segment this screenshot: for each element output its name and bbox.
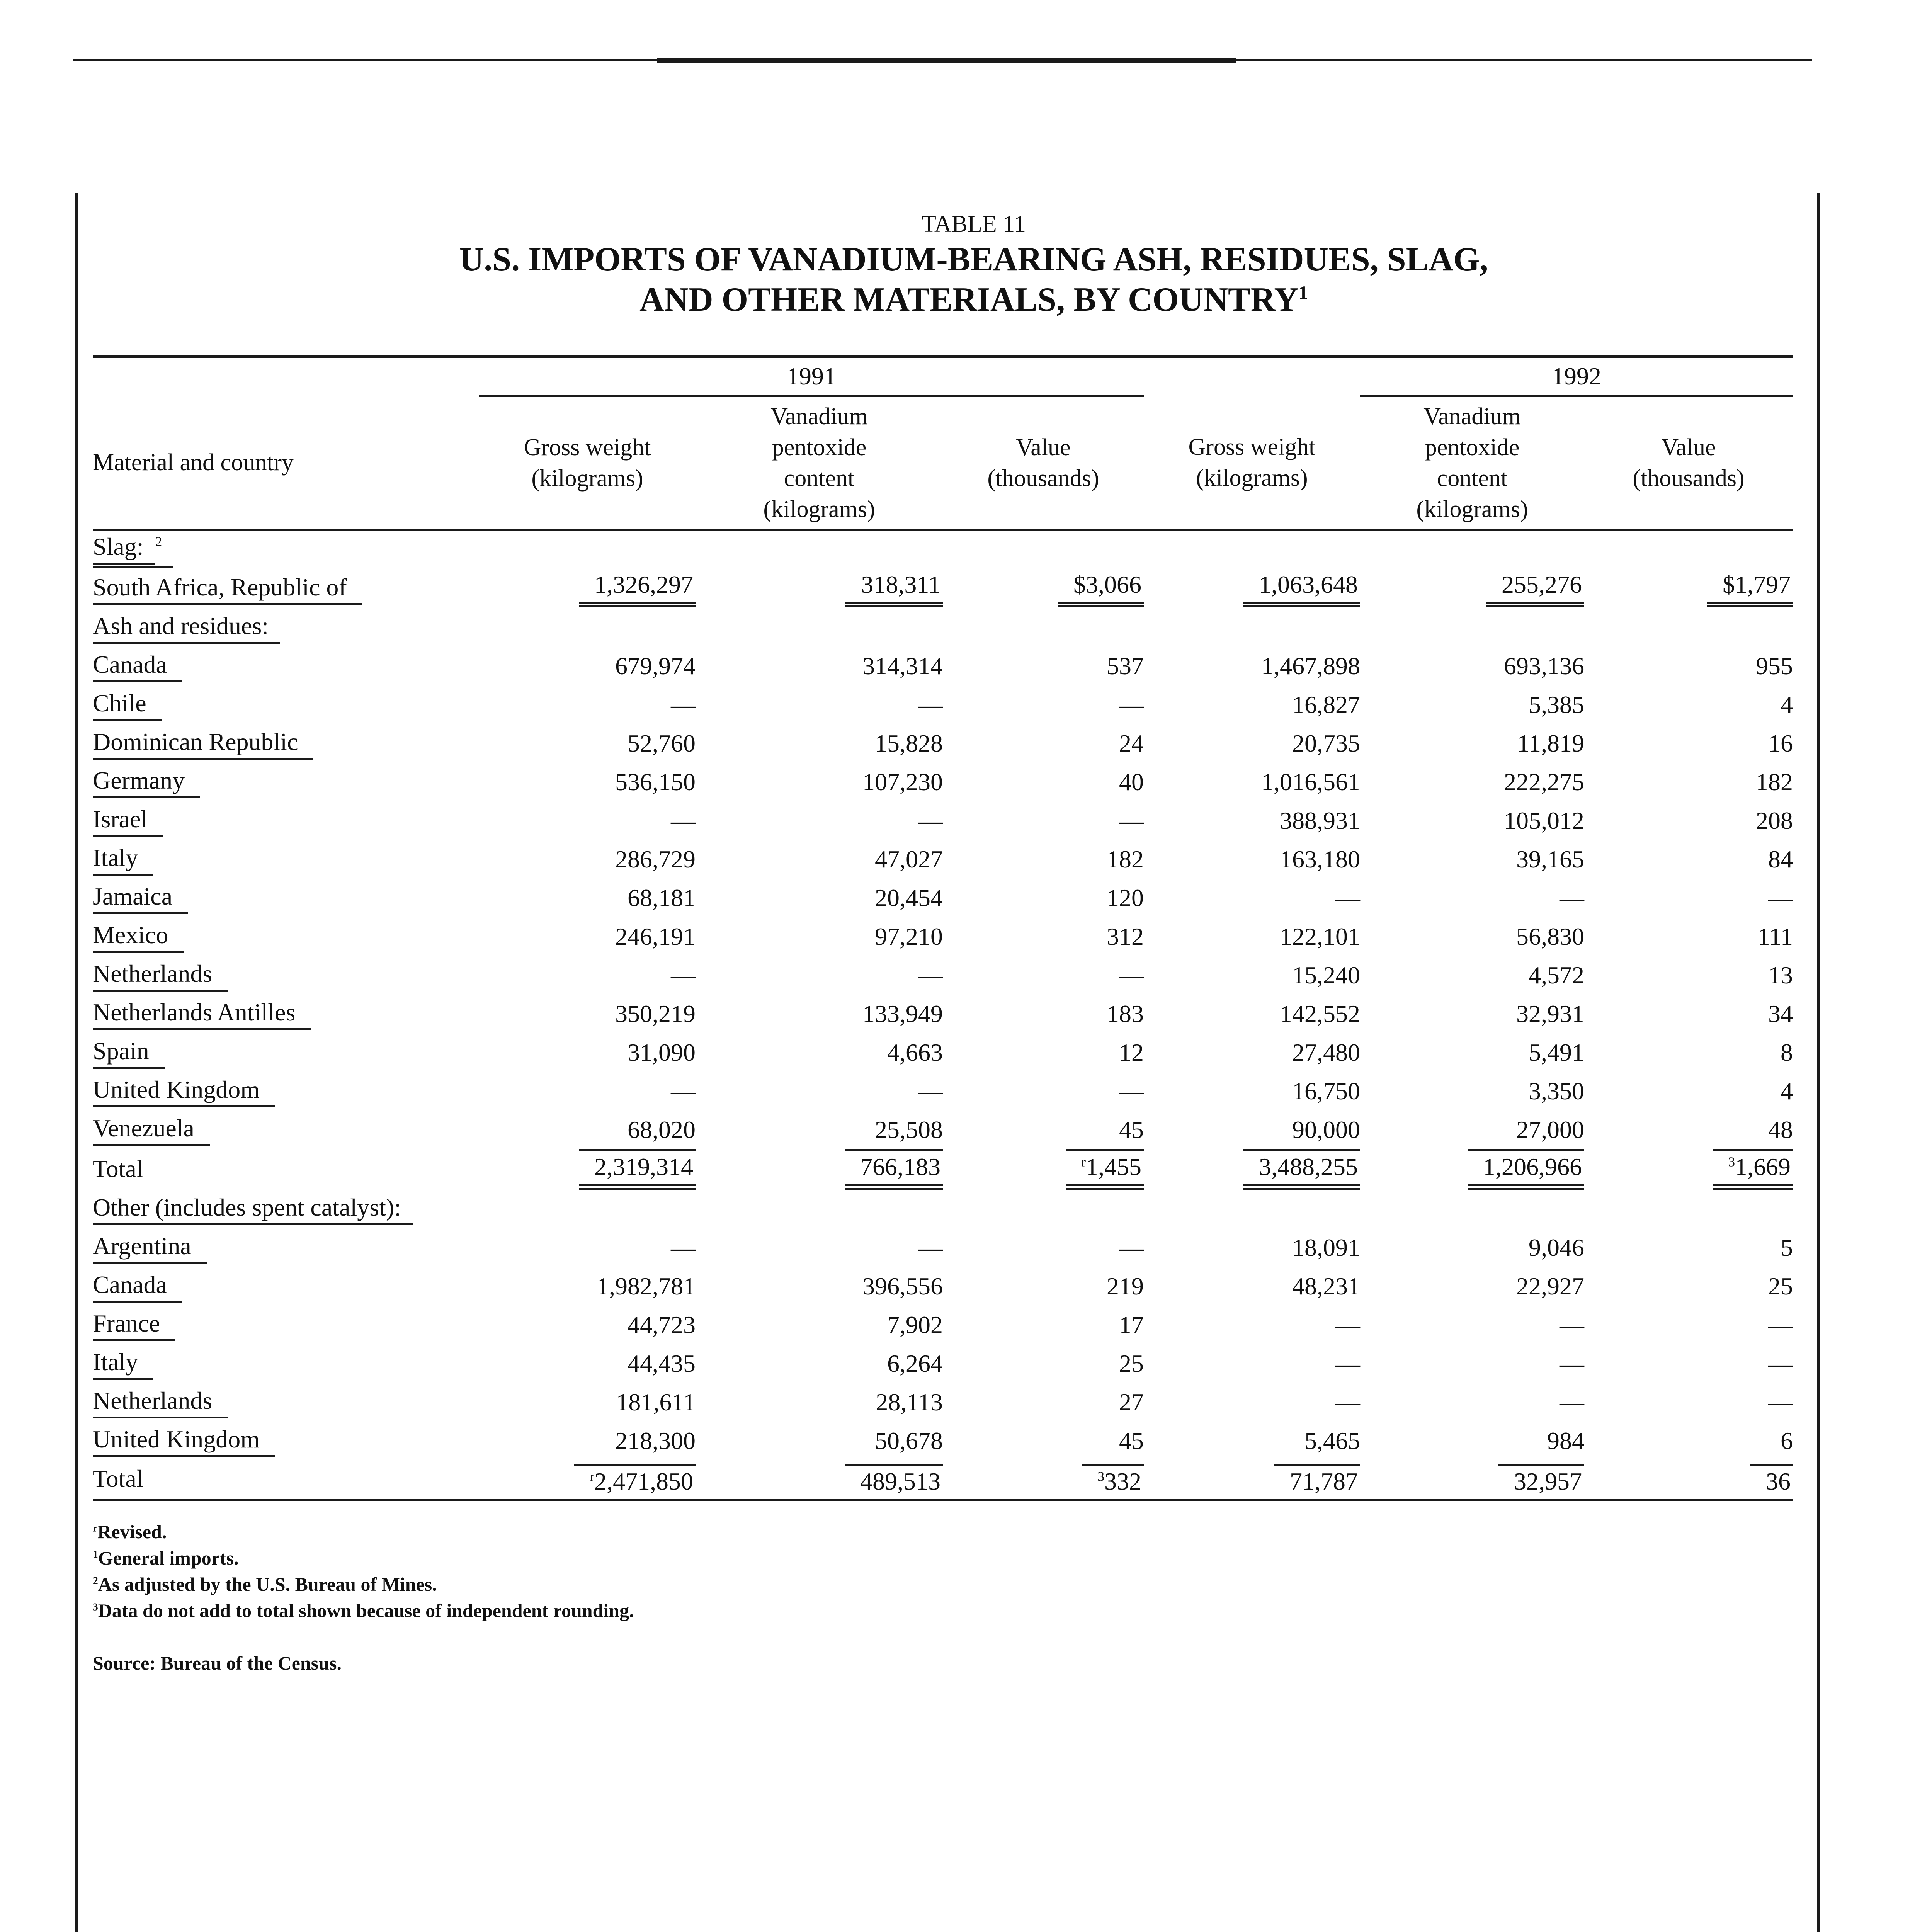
cell-value: — bbox=[1560, 1350, 1584, 1377]
cell-value: 56,830 bbox=[1516, 923, 1584, 950]
cell-value: — bbox=[1335, 884, 1360, 912]
cell-value: 47,027 bbox=[875, 845, 943, 873]
cell-value: 22,927 bbox=[1516, 1272, 1584, 1300]
cell-value: 44,723 bbox=[628, 1311, 696, 1338]
cell-value: — bbox=[1119, 961, 1144, 989]
table-row bbox=[93, 724, 1793, 763]
cell-value: 39,165 bbox=[1516, 845, 1584, 873]
cell-value: — bbox=[1335, 1311, 1360, 1338]
cell-value: 133,949 bbox=[862, 1000, 943, 1027]
cell-value: 142,552 bbox=[1280, 1000, 1360, 1027]
cell-value: 15,240 bbox=[1292, 961, 1360, 989]
table-title-line1: U.S. IMPORTS OF VANADIUM-BEARING ASH, RESIDUES, SLAG, bbox=[459, 241, 1488, 278]
year-header-row bbox=[93, 358, 1793, 396]
cell-value: 318,311 bbox=[845, 570, 943, 607]
vp-label-1: Vanadium bbox=[770, 403, 868, 430]
cell-value: — bbox=[1119, 807, 1144, 834]
vp-label-2: pentoxide bbox=[1425, 434, 1520, 461]
cell-value: 679,974 bbox=[615, 652, 696, 680]
cell-value: 396,556 bbox=[862, 1272, 943, 1300]
table-row bbox=[93, 1111, 1793, 1149]
vp-label-3: content bbox=[784, 465, 855, 492]
cell-value: 25 bbox=[1768, 1272, 1793, 1300]
value-label: Value bbox=[1016, 434, 1071, 461]
country-name: Italy bbox=[93, 1348, 153, 1380]
year-1991-header: 1991 bbox=[479, 358, 1144, 396]
cell-value: 163,180 bbox=[1280, 845, 1360, 873]
vanadium-pentoxide-1991-header bbox=[696, 396, 943, 530]
cell-value: — bbox=[671, 807, 696, 834]
gross-weight-1991-header bbox=[479, 396, 696, 530]
table-row bbox=[93, 995, 1793, 1033]
cell-value: 5 bbox=[1781, 1234, 1793, 1261]
table-row bbox=[93, 1306, 1793, 1344]
table-row bbox=[93, 1228, 1793, 1267]
value-1991-header bbox=[943, 396, 1144, 530]
cell-value: 90,000 bbox=[1292, 1116, 1360, 1143]
table-row bbox=[93, 801, 1793, 840]
cell-value: 312 bbox=[1107, 923, 1144, 950]
value-unit: (thousands) bbox=[1633, 465, 1745, 492]
gross-weight-label: Gross weight bbox=[524, 434, 651, 461]
section-label: Ash and residues: bbox=[93, 612, 280, 644]
cell-value bbox=[1066, 1149, 1144, 1190]
footnote-marker: 3 bbox=[93, 1600, 98, 1613]
cell-value: — bbox=[671, 1077, 696, 1105]
country-name: Dominican Republic bbox=[93, 728, 313, 760]
cell-value: 3,350 bbox=[1529, 1077, 1584, 1105]
vp-label-3: content bbox=[1437, 465, 1508, 492]
title-footnote-marker: 1 bbox=[1298, 282, 1308, 303]
cell-value: 20,454 bbox=[875, 884, 943, 912]
cell-value: 25 bbox=[1119, 1350, 1144, 1377]
gross-weight-label: Gross weight bbox=[1188, 434, 1316, 460]
table-title-line2-text: AND OTHER MATERIALS, BY COUNTRY bbox=[639, 281, 1299, 318]
cell-value: — bbox=[1119, 1234, 1144, 1261]
gross-weight-unit: (kilograms) bbox=[531, 465, 643, 492]
table-row bbox=[93, 840, 1793, 879]
cell-value: — bbox=[1560, 1311, 1584, 1338]
footnote-marker: r bbox=[93, 1522, 98, 1534]
cell-value: 1,206,966 bbox=[1468, 1149, 1584, 1190]
cell-value: 27,000 bbox=[1516, 1116, 1584, 1143]
cell-value: — bbox=[1335, 1350, 1360, 1377]
cell-value: 122,101 bbox=[1280, 923, 1360, 950]
cell-value: 255,276 bbox=[1486, 570, 1584, 607]
cell-value: 218,300 bbox=[615, 1427, 696, 1454]
cell-value: 3,488,255 bbox=[1243, 1149, 1360, 1190]
cell-number: 1,455 bbox=[1086, 1153, 1141, 1180]
cell-value: 7,902 bbox=[887, 1311, 943, 1338]
page-top-rule-accent bbox=[657, 58, 1236, 63]
cell-value: — bbox=[918, 1234, 943, 1261]
cell-value: 5,491 bbox=[1529, 1039, 1584, 1066]
country-name: United Kingdom bbox=[93, 1425, 275, 1457]
country-name: Chile bbox=[93, 689, 162, 721]
cell-value: 183 bbox=[1107, 1000, 1144, 1027]
cell-value: 36 bbox=[1750, 1464, 1793, 1496]
source-note: Source: Bureau of the Census. bbox=[93, 1652, 342, 1674]
cell-value: 12 bbox=[1119, 1039, 1144, 1066]
gross-weight-unit: (kilograms) bbox=[1196, 464, 1308, 491]
section-heading-other bbox=[93, 1190, 1793, 1228]
country-name: Israel bbox=[93, 805, 163, 837]
cell-value: — bbox=[1560, 1388, 1584, 1416]
cell-value: 286,729 bbox=[615, 845, 696, 873]
cell-value: 28,113 bbox=[876, 1388, 943, 1416]
cell-value: 52,760 bbox=[628, 730, 696, 757]
cell-value: 68,020 bbox=[628, 1116, 696, 1143]
country-name: Spain bbox=[93, 1037, 165, 1069]
cell-value: 489,513 bbox=[845, 1464, 943, 1496]
country-name: Germany bbox=[93, 766, 200, 798]
cell-value: 32,957 bbox=[1498, 1464, 1584, 1496]
table-label: TABLE 11 bbox=[922, 211, 1026, 237]
slag-heading-text: Slag: bbox=[93, 532, 155, 565]
cell-value: 1,467,898 bbox=[1261, 652, 1360, 680]
table-row bbox=[93, 1344, 1793, 1383]
table-row bbox=[93, 879, 1793, 917]
country-name: Italy bbox=[93, 844, 153, 876]
country-name: Netherlands Antilles bbox=[93, 998, 311, 1030]
cell-value: 955 bbox=[1756, 652, 1793, 680]
country-name: Mexico bbox=[93, 921, 184, 953]
cell-value: 1,982,781 bbox=[597, 1272, 696, 1300]
cell-value: 182 bbox=[1756, 768, 1793, 796]
cell-value: 984 bbox=[1547, 1427, 1584, 1454]
section-heading-ash bbox=[93, 608, 1793, 647]
cell-value: 4,663 bbox=[887, 1039, 943, 1066]
cell-value: 18,091 bbox=[1292, 1234, 1360, 1261]
footnote-text: Revised. bbox=[97, 1521, 167, 1543]
cell-value: 68,181 bbox=[628, 884, 696, 912]
cell-value: 8 bbox=[1781, 1039, 1793, 1066]
cell-value: 27,480 bbox=[1292, 1039, 1360, 1066]
section-label: Other (includes spent catalyst): bbox=[93, 1193, 413, 1225]
gross-weight-1992-header bbox=[1144, 396, 1360, 530]
cell-value: — bbox=[918, 691, 943, 718]
column-header-row bbox=[93, 396, 1793, 530]
vp-label-4: (kilograms) bbox=[763, 496, 875, 522]
cell-value: 766,183 bbox=[845, 1149, 943, 1190]
cell-value: 34 bbox=[1768, 1000, 1793, 1027]
vanadium-pentoxide-1992-header bbox=[1360, 396, 1584, 530]
vp-label-2: pentoxide bbox=[772, 434, 867, 461]
total-label: Total bbox=[93, 1155, 143, 1182]
cell-value: — bbox=[671, 691, 696, 718]
country-name: Netherlands bbox=[93, 1386, 228, 1418]
cell-value: 48,231 bbox=[1292, 1272, 1360, 1300]
ash-total-row bbox=[93, 1149, 1793, 1190]
other-rows-group bbox=[93, 1228, 1793, 1460]
cell-value: 9,046 bbox=[1529, 1234, 1584, 1261]
country-name: Canada bbox=[93, 1270, 182, 1303]
cell-value: 208 bbox=[1756, 807, 1793, 834]
cell-value: — bbox=[918, 807, 943, 834]
section-heading-slag bbox=[93, 530, 1793, 570]
cell-value: — bbox=[1119, 691, 1144, 718]
material-column-header: Material and country bbox=[93, 396, 479, 530]
cell-value: 693,136 bbox=[1504, 652, 1584, 680]
cell-value: $1,797 bbox=[1707, 570, 1793, 607]
cell-value: 20,735 bbox=[1292, 730, 1360, 757]
cell-value bbox=[1082, 1464, 1144, 1496]
revised-marker: r bbox=[1081, 1154, 1086, 1170]
footnotes bbox=[93, 1519, 634, 1676]
other-total-row bbox=[93, 1460, 1793, 1500]
cell-value: 222,275 bbox=[1504, 768, 1584, 796]
cell-value: 5,465 bbox=[1304, 1427, 1360, 1454]
cell-value: — bbox=[671, 961, 696, 989]
table-row bbox=[93, 647, 1793, 685]
cell-value: 5,385 bbox=[1529, 691, 1584, 718]
slag-footnote-marker: 2 bbox=[155, 534, 162, 549]
country-name: Canada bbox=[93, 650, 182, 682]
cell-value: 182 bbox=[1107, 845, 1144, 873]
footnote-text: As adjusted by the U.S. Bureau of Mines. bbox=[98, 1573, 437, 1595]
country-name: United Kingdom bbox=[93, 1075, 275, 1107]
cell-value: — bbox=[1768, 1350, 1793, 1377]
table-row bbox=[93, 685, 1793, 724]
cell-value: — bbox=[1560, 884, 1584, 912]
value-unit: (thousands) bbox=[987, 465, 1099, 492]
table-row bbox=[93, 763, 1793, 801]
cell-value: 45 bbox=[1119, 1427, 1144, 1454]
cell-value: 6,264 bbox=[887, 1350, 943, 1377]
table-row bbox=[93, 1267, 1793, 1306]
cell-value bbox=[1713, 1149, 1793, 1190]
cell-value: 31,090 bbox=[628, 1039, 696, 1066]
cell-value: $3,066 bbox=[1058, 570, 1144, 607]
cell-value: 6 bbox=[1781, 1427, 1793, 1454]
left-margin-rule bbox=[75, 193, 78, 1932]
footnote-marker: 2 bbox=[93, 1574, 98, 1587]
footnote-text: Data do not add to total shown because of independent rounding. bbox=[98, 1600, 634, 1621]
country-name: South Africa, Republic of bbox=[93, 573, 362, 605]
cell-value: 50,678 bbox=[875, 1427, 943, 1454]
table-title-line2 bbox=[116, 280, 1832, 320]
cell-value: 40 bbox=[1119, 768, 1144, 796]
cell-value: 4 bbox=[1781, 691, 1793, 718]
footnote-3 bbox=[93, 1597, 634, 1624]
cell-value: — bbox=[1768, 1388, 1793, 1416]
value-label: Value bbox=[1661, 434, 1716, 461]
country-name: Netherlands bbox=[93, 959, 228, 992]
table-row bbox=[93, 570, 1793, 608]
table-title-block bbox=[116, 209, 1832, 320]
cell-value: 45 bbox=[1119, 1116, 1144, 1143]
cell-value: 4,572 bbox=[1529, 961, 1584, 989]
cell-value: 24 bbox=[1119, 730, 1144, 757]
rounding-marker: 3 bbox=[1728, 1154, 1735, 1170]
cell-value: 246,191 bbox=[615, 923, 696, 950]
cell-value: 2,319,314 bbox=[579, 1149, 696, 1190]
cell-value: — bbox=[918, 961, 943, 989]
table-row bbox=[93, 956, 1793, 995]
revised-marker: r bbox=[590, 1469, 594, 1484]
country-name: Venezuela bbox=[93, 1114, 210, 1146]
cell-value: 537 bbox=[1107, 652, 1144, 680]
cell-value: 16,827 bbox=[1292, 691, 1360, 718]
total-label: Total bbox=[93, 1465, 143, 1492]
cell-value: 107,230 bbox=[862, 768, 943, 796]
cell-value: — bbox=[918, 1077, 943, 1105]
cell-number: 2,471,850 bbox=[594, 1467, 693, 1495]
cell-value: 11,819 bbox=[1517, 730, 1584, 757]
cell-number: 1,669 bbox=[1735, 1153, 1791, 1180]
cell-number: 332 bbox=[1104, 1467, 1141, 1495]
cell-value: — bbox=[1119, 1077, 1144, 1105]
cell-value: 4 bbox=[1781, 1077, 1793, 1105]
rounding-marker: 3 bbox=[1097, 1469, 1104, 1484]
cell-value: 71,787 bbox=[1274, 1464, 1360, 1496]
table-row bbox=[93, 1383, 1793, 1422]
cell-value: 16 bbox=[1768, 730, 1793, 757]
cell-value: 1,063,648 bbox=[1243, 570, 1360, 607]
cell-value: 13 bbox=[1768, 961, 1793, 989]
table-row bbox=[93, 1072, 1793, 1111]
footnote-text: General imports. bbox=[98, 1547, 239, 1569]
footnote-revised bbox=[93, 1519, 634, 1545]
table-row bbox=[93, 1422, 1793, 1460]
cell-value: 16,750 bbox=[1292, 1077, 1360, 1105]
cell-value: — bbox=[1768, 1311, 1793, 1338]
section-label bbox=[93, 532, 173, 568]
imports-table bbox=[93, 355, 1793, 1501]
footnote-marker: 1 bbox=[93, 1548, 98, 1560]
table-row bbox=[93, 917, 1793, 956]
cell-value: 111 bbox=[1757, 923, 1793, 950]
cell-value: — bbox=[671, 1234, 696, 1261]
cell-value: 105,012 bbox=[1504, 807, 1584, 834]
cell-value: 181,611 bbox=[616, 1388, 696, 1416]
country-name: Jamaica bbox=[93, 882, 188, 914]
year-1992-header: 1992 bbox=[1360, 358, 1793, 396]
cell-value: 120 bbox=[1107, 884, 1144, 912]
cell-value: 1,016,561 bbox=[1261, 768, 1360, 796]
cell-value: 27 bbox=[1119, 1388, 1144, 1416]
ash-rows-group bbox=[93, 647, 1793, 1149]
right-margin-rule bbox=[1817, 193, 1820, 1932]
value-1992-header bbox=[1584, 396, 1793, 530]
table-row bbox=[93, 1033, 1793, 1072]
cell-value: 97,210 bbox=[875, 923, 943, 950]
cell-value: 350,219 bbox=[615, 1000, 696, 1027]
footnote-1 bbox=[93, 1545, 634, 1571]
country-name: Argentina bbox=[93, 1232, 207, 1264]
cell-value: 1,326,297 bbox=[579, 570, 696, 607]
cell-value: 48 bbox=[1768, 1116, 1793, 1143]
cell-value: 44,435 bbox=[628, 1350, 696, 1377]
cell-value bbox=[574, 1464, 696, 1496]
cell-value: 15,828 bbox=[875, 730, 943, 757]
vp-label-1: Vanadium bbox=[1423, 403, 1521, 430]
vp-label-4: (kilograms) bbox=[1416, 496, 1528, 522]
footnote-2 bbox=[93, 1571, 634, 1597]
cell-value: 17 bbox=[1119, 1311, 1144, 1338]
cell-value: 314,314 bbox=[862, 652, 943, 680]
cell-value: — bbox=[1335, 1388, 1360, 1416]
cell-value: 536,150 bbox=[615, 768, 696, 796]
cell-value: 219 bbox=[1107, 1272, 1144, 1300]
cell-value: 25,508 bbox=[875, 1116, 943, 1143]
cell-value: 32,931 bbox=[1516, 1000, 1584, 1027]
country-name: France bbox=[93, 1309, 175, 1341]
cell-value: 388,931 bbox=[1280, 807, 1360, 834]
cell-value: 84 bbox=[1768, 845, 1793, 873]
cell-value: — bbox=[1768, 884, 1793, 912]
